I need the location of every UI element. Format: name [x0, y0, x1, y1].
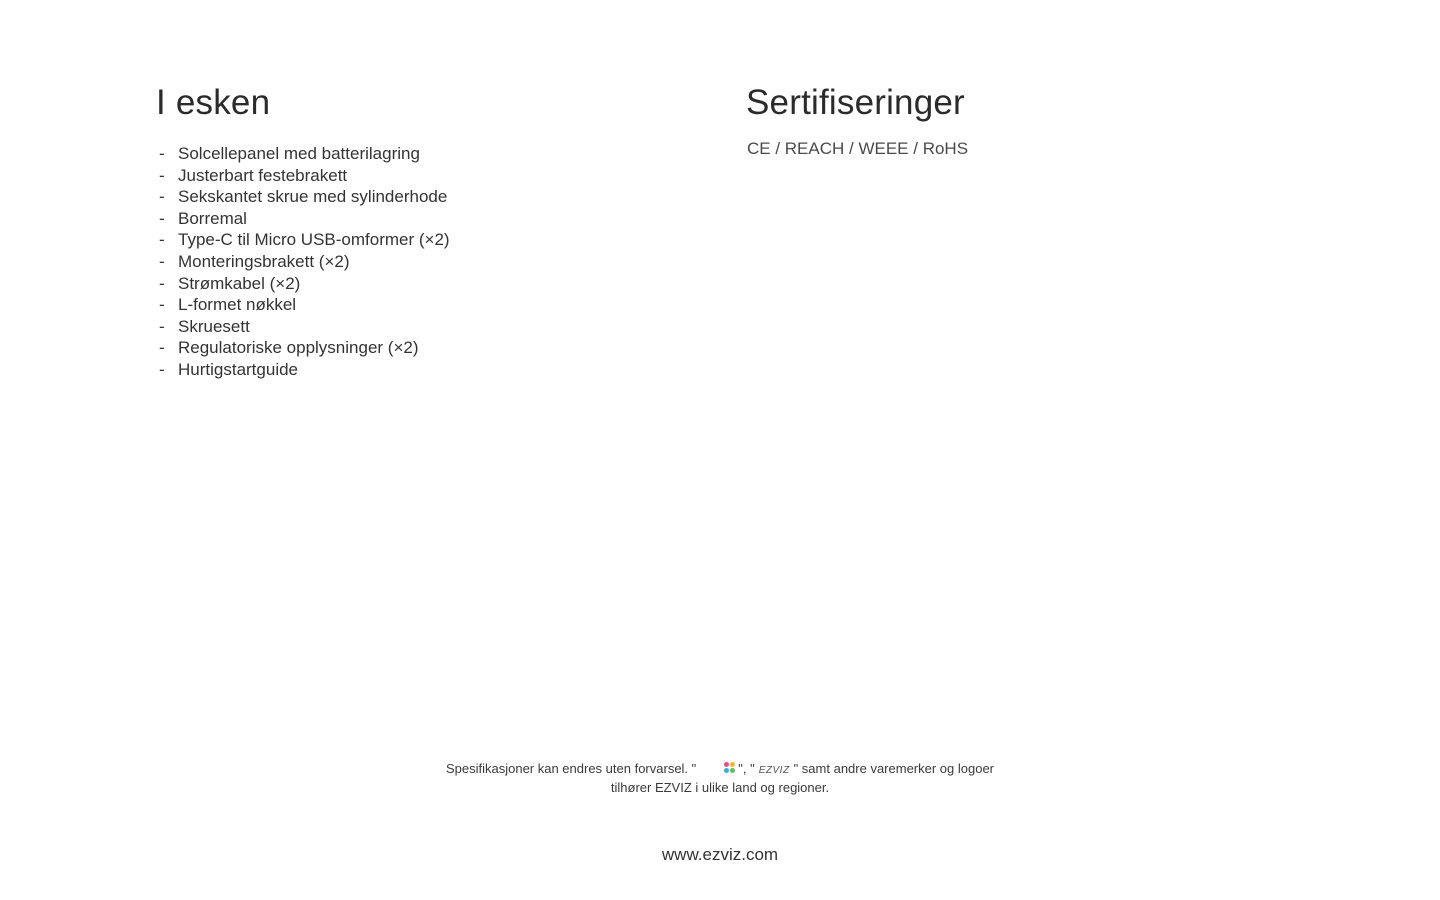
- in-box-item-label: L-formet nøkkel: [178, 295, 297, 315]
- in-box-item-label: Skruesett: [178, 316, 250, 336]
- certifications-title: Sertifiseringer: [746, 83, 965, 122]
- in-box-item: [156, 337, 676, 359]
- in-box-item-label: Justerbart festebrakett: [178, 165, 348, 185]
- in-box-item-label: Regulatoriske opplysninger (×2): [178, 338, 419, 358]
- certifications-list: CE / REACH / WEEE / RoHS: [747, 139, 969, 158]
- bullet-dash: -: [159, 316, 165, 336]
- in-box-item: [156, 251, 676, 273]
- in-box-item: [156, 316, 676, 338]
- trademark-notice-line-2: tilhører EZVIZ i ulike land og regioner.: [610, 780, 830, 795]
- in-box-item: [156, 229, 676, 251]
- in-box-item-label: Strømkabel (×2): [178, 273, 301, 293]
- website-url[interactable]: www.ezviz.com: [661, 845, 779, 864]
- bullet-dash: -: [159, 144, 165, 163]
- in-box-item: [156, 143, 676, 165]
- bullet-dash: -: [159, 251, 165, 271]
- in-box-item-label: Borremal: [178, 208, 247, 228]
- in-box-item-label: Sekskantet skrue med sylinderhode: [178, 187, 448, 207]
- trademark-notice: [0, 760, 1440, 796]
- bullet-dash: -: [159, 273, 165, 293]
- in-box-item-label: Hurtigstartguide: [178, 359, 299, 379]
- certifications-section: [746, 82, 1266, 160]
- in-box-section: [156, 82, 676, 381]
- bullet-dash: -: [159, 338, 165, 358]
- in-box-item: [156, 294, 676, 316]
- in-box-item-label: Solcellepanel med batterilagring: [178, 144, 420, 163]
- bullet-dash: -: [159, 187, 165, 207]
- trademark-notice-line-1: Spesifikasjoner kan endres uten forvarsel. " ", " EZVIZ " samt andre varemerker og logoer: [0, 760, 1440, 779]
- bullet-dash: -: [159, 208, 165, 228]
- in-box-item-label: Type-C til Micro USB-omformer (×2): [178, 230, 450, 250]
- in-box-item: [156, 359, 676, 381]
- bullet-dash: -: [159, 359, 165, 379]
- in-box-list: [156, 143, 676, 381]
- in-box-item: [156, 208, 676, 230]
- bullet-dash: -: [159, 230, 165, 250]
- bullet-dash: -: [159, 165, 165, 185]
- in-box-item: [156, 165, 676, 187]
- in-box-title: I esken: [156, 83, 271, 122]
- in-box-item: [156, 186, 676, 208]
- in-box-item-label: Monteringsbrakett (×2): [178, 251, 350, 271]
- bullet-dash: -: [159, 295, 165, 315]
- ezviz-wordmark-logo: EZVIZ: [758, 765, 790, 776]
- ezviz-color-logo-icon: [724, 762, 738, 774]
- in-box-item: [156, 273, 676, 295]
